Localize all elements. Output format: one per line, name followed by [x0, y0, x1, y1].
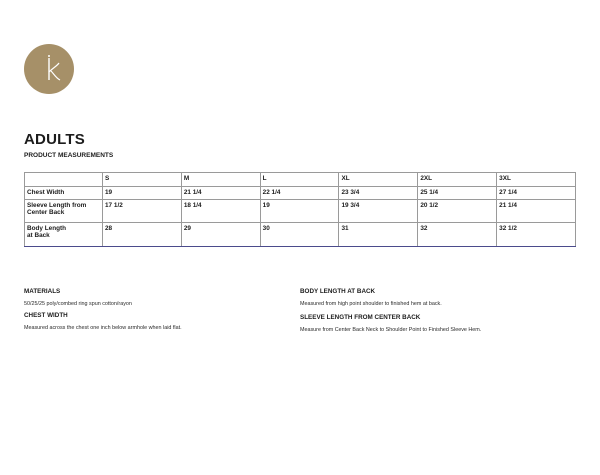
- section-subtitle: PRODUCT MEASUREMENTS: [24, 152, 114, 159]
- table-cell: 19: [260, 200, 339, 223]
- table-cell: 30: [260, 223, 339, 247]
- table-cell: 32 1/2: [497, 223, 576, 247]
- table-cell: 18 1/4: [181, 200, 260, 223]
- table-cell: 22 1/4: [260, 187, 339, 200]
- table-row: [25, 223, 576, 247]
- table-header-cell: 3XL: [497, 173, 576, 187]
- table-header-cell: M: [181, 173, 260, 187]
- k-monogram-icon: [24, 44, 74, 94]
- table-cell: 29: [181, 223, 260, 247]
- sleeve-length-heading: SLEEVE LENGTH FROM CENTER BACK: [300, 314, 421, 321]
- body-length-heading: BODY LENGTH AT BACK: [300, 288, 376, 295]
- table-cell: 27 1/4: [497, 187, 576, 200]
- sleeve-length-text: Measure from Center Back Neck to Shoulder Point to Finished Sleeve Hem.: [300, 327, 482, 333]
- table-cell: 19: [103, 187, 182, 200]
- materials-heading: MATERIALS: [24, 288, 61, 295]
- table-cell: 21 1/4: [497, 200, 576, 223]
- body-length-text: Measured from high point shoulder to finished hem at back.: [300, 301, 442, 307]
- table-row: [25, 200, 576, 223]
- page-title: ADULTS: [24, 131, 85, 148]
- table-cell: 31: [339, 223, 418, 247]
- table-cell: 19 3/4: [339, 200, 418, 223]
- table-header-cell: [25, 173, 103, 187]
- table-header-cell: S: [103, 173, 182, 187]
- table-row: [25, 187, 576, 200]
- table-cell: 21 1/4: [181, 187, 260, 200]
- table-cell: 25 1/4: [418, 187, 497, 200]
- table-header-cell: L: [260, 173, 339, 187]
- table-header-cell: 2XL: [418, 173, 497, 187]
- row-label: [25, 223, 103, 247]
- row-label-line: Sleeve Length from: [27, 202, 87, 209]
- row-label-line: Center Back: [27, 209, 65, 216]
- table-cell: 32: [418, 223, 497, 247]
- table-cell: 17 1/2: [103, 200, 182, 223]
- table-header-row: [25, 173, 576, 187]
- materials-text: 50/25/25 poly/combed ring spun cotton/rayon: [24, 301, 132, 307]
- row-label-line: Body Length: [27, 225, 67, 232]
- row-label: Chest Width: [25, 187, 103, 200]
- size-chart-table: [24, 172, 576, 247]
- row-label-line: at Back: [27, 232, 50, 239]
- table-header-cell: XL: [339, 173, 418, 187]
- brand-logo: [24, 44, 74, 94]
- table-cell: 28: [103, 223, 182, 247]
- chest-width-heading: CHEST WIDTH: [24, 312, 68, 319]
- chest-width-text: Measured across the chest one inch below armhole when laid flat.: [24, 325, 182, 331]
- table-cell: 23 3/4: [339, 187, 418, 200]
- row-label: [25, 200, 103, 223]
- table-cell: 20 1/2: [418, 200, 497, 223]
